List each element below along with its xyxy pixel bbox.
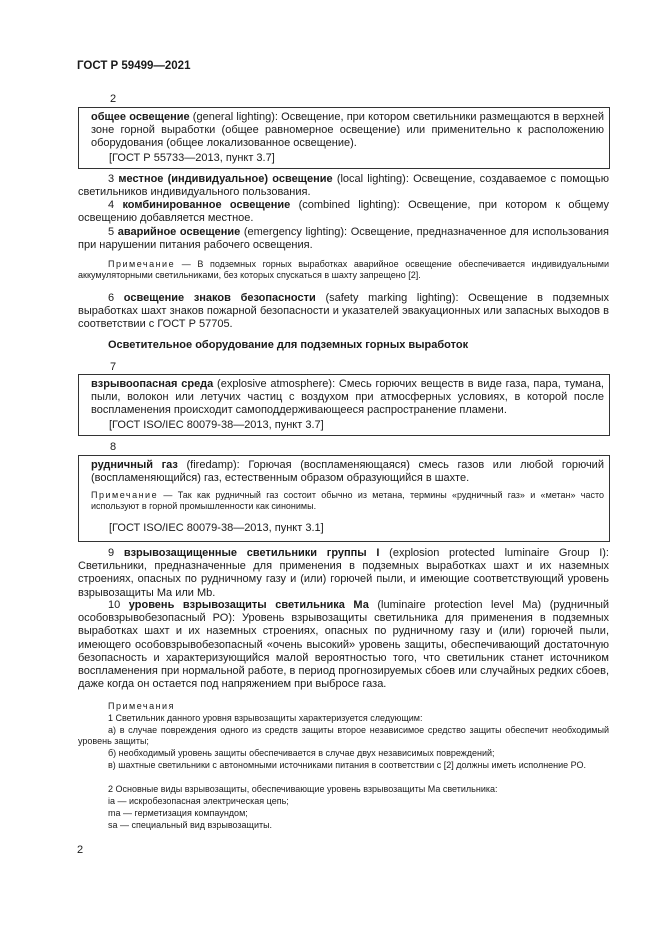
term-2: общее освещение: [91, 111, 190, 123]
term-definition-8: рудничный газ (firedamp): Горючая (воспламеняющаяся) смесь газов или любой горючий (воспламеняющийся) газ, естественным образом образующийся в шахте.: [91, 459, 604, 485]
term-3: 3 местное (индивидуальное) освещение (local lighting): Освещение, создаваемое с помощью светильников индивидуального пользования.: [78, 173, 610, 199]
term-definition-7: взрывоопасная среда (explosive atmosphere): Смесь горючих веществ в виде газа, пара, тумана, пыли, волокон или летучих частиц с воздухом при атмосферных условиях, в которой после воспламенения происходит самоподдерживающееся распространение пламени.: [91, 378, 604, 417]
term-3-title: местное (индивидуальное) освещение: [118, 173, 333, 185]
note-1-b: б) необходимый уровень защиты обеспечивается в случае двух независимых повреждений;: [108, 748, 495, 758]
term-8-reference: [ГОСТ ISO/IEC 80079-38—2013, пункт 3.1]: [109, 522, 324, 534]
term-8-note: Примечание — Так как рудничный газ состоит обычно из метана, термины «рудничный газ» и «метан» часто используют в горной промышленности как синонимы.: [91, 490, 604, 511]
term-10: 10 уровень взрывозащиты светильника Ма (luminaire protection level Ma) (рудничный особовзрывобезопасный РО): Уровень взрывозащиты светильника для применения в подземных выработках шахт и их наземных строениях, опасных по рудничному газу и (или) горючей пыли, имеющего особовзрывобезопасный «очень высокий» уровень защиты, обеспечивающий достаточную безопасность и характеризующийся малой вероятностью того, что светильник станет источником воспламенения при нормальной работе, в период прогнозируемых сбоев или случайных редких сбоев, даже когда он остается под напряжением при выбросе газа.: [78, 599, 610, 691]
term-number-7: 7: [110, 361, 117, 373]
term-definition-2: [91, 111, 604, 151]
term-4: 4 комбинированное освещение (combined lighting): Освещение, при котором к общему освещению добавляется местное.: [78, 199, 610, 225]
term-6: 6 освещение знаков безопасности (safety marking lighting): Освещение в подземных выработках шахт знаков пожарной безопасности и указателей эвакуационных или запасных выходов в соответствии с ГОСТ Р 57705.: [78, 292, 609, 331]
note-label: Примечание: [108, 259, 176, 269]
document-header: ГОСТ Р 59499—2021: [77, 60, 191, 72]
term-2-text: Освещение, при котором светильники размещаются в верхней зоне горной выработки (общее равномерное освещение) или применительно к расположению оборудования (общее локализованное освещение).: [91, 111, 604, 150]
term-7: взрывоопасная среда: [91, 378, 214, 390]
page-number: 2: [77, 844, 84, 856]
term-9-title: взрывозащищенные светильники группы I: [123, 547, 380, 559]
term-5-title: аварийное освещение: [117, 226, 241, 238]
term-2-reference: [ГОСТ Р 55733—2013, пункт 3.7]: [109, 152, 275, 164]
note-2-ma: ma — герметизация компаундом;: [108, 808, 248, 818]
term-number-8: 8: [110, 441, 117, 453]
term-8: рудничный газ: [91, 459, 178, 471]
term-box-7: [78, 374, 610, 436]
term-6-title: освещение знаков безопасности: [123, 292, 316, 304]
note-1-a: а) в случае повреждения одного из средств защиты второе независимое средство защиты обеспечит необходимый уровень защиты;: [78, 725, 609, 746]
term-box-2: [78, 107, 610, 169]
note-2-ia: ia — искробезопасная электрическая цепь;: [108, 796, 289, 806]
term-10-title: уровень взрывозащиты светильника Ма: [128, 599, 369, 611]
term-5: 5 аварийное освещение (emergency lighting): Освещение, предназначенное для использования при нарушении питания рабочего освещения.: [78, 226, 609, 252]
term-box-8: [78, 455, 610, 542]
note-1-v: в) шахтные светильники с автономными источниками питания в соответствии с [2] должны иметь исполнение РО.: [108, 760, 586, 770]
note-2-sa: sa — специальный вид взрывозащиты.: [108, 820, 273, 830]
note-1: 1 Светильник данного уровня взрывозащиты характеризуется следующим:: [108, 713, 423, 723]
term-4-title: комбинированное освещение: [122, 199, 291, 211]
term-2-english: (general lighting):: [189, 111, 278, 123]
section-heading: Осветительное оборудование для подземных горных выработок: [108, 339, 469, 351]
note-5: Примечание — В подземных горных выработках аварийное освещение обеспечивается индивидуальными аккумуляторными светильниками, без которых спускаться в шахту запрещено [2].: [78, 259, 609, 280]
term-7-reference: [ГОСТ ISO/IEC 80079-38—2013, пункт 3.7]: [109, 419, 324, 431]
term-9: 9 взрывозащищенные светильники группы I (explosion protected luminaire Group I): Светильники, предназначенные для применения в подземных выработках шахт и их наземных строениях, опасных по рудничному газу и (или) горючей пыли, и имеющие соответствующий уровень взрывозащиты Ma или Mb.: [78, 547, 609, 599]
note-2: 2 Основные виды взрывозащиты, обеспечивающие уровень взрывозащиты Ма светильника:: [108, 784, 498, 794]
notes-heading: Примечания: [108, 701, 175, 711]
term-number-2: 2: [110, 93, 117, 105]
